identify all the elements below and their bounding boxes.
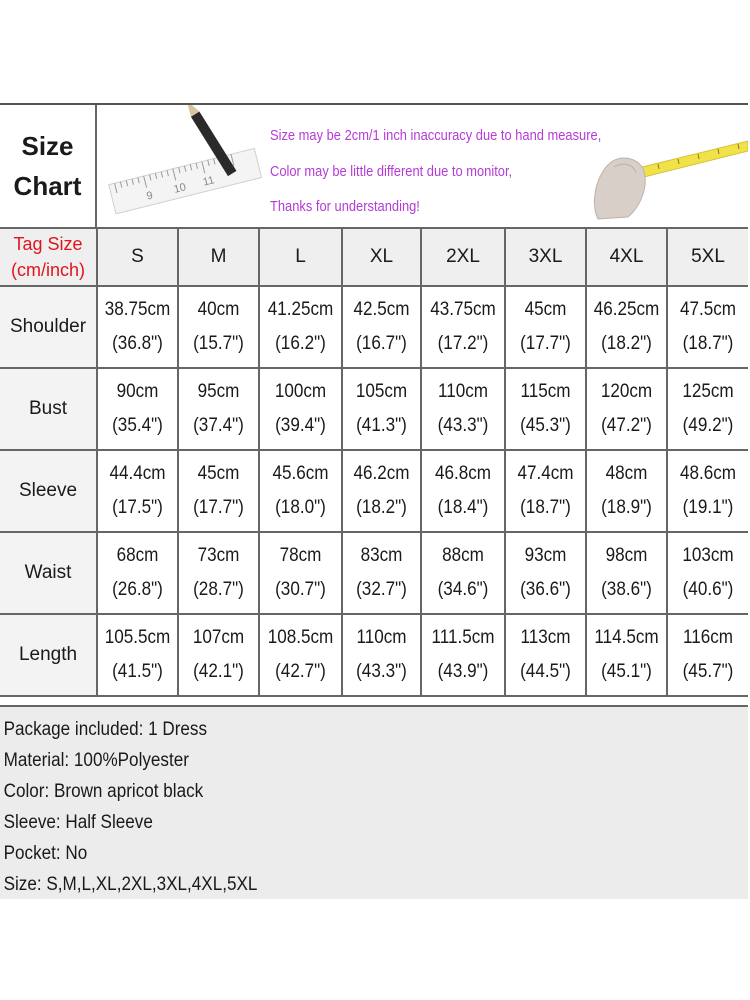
cm-value: 103cm — [682, 545, 734, 566]
cm-value: 45cm — [197, 463, 240, 484]
cm-value: 41.25cm — [267, 299, 334, 320]
inch-value: (44.5") — [520, 661, 571, 682]
cm-value: 125cm — [682, 381, 734, 402]
inch-value: (17.2") — [437, 333, 489, 354]
size-table — [0, 227, 748, 697]
measurement-cell — [97, 450, 178, 532]
measurement-cell — [178, 532, 259, 614]
note-accuracy: Size may be 2cm/1 inch inaccuracy due to hand measure, — [270, 127, 602, 144]
inch-value: (36.6") — [520, 579, 571, 600]
measurement-cell — [505, 368, 586, 450]
measurement-cell — [342, 614, 421, 696]
inch-value: (43.3") — [437, 415, 489, 436]
inch-value: (40.6") — [682, 579, 734, 600]
measurement-cell — [505, 450, 586, 532]
tag-size-line-1: Tag Size — [13, 234, 83, 254]
cm-value: 46.2cm — [353, 463, 410, 484]
measurement-rows — [0, 286, 748, 696]
measurement-cell — [178, 368, 259, 450]
measurement-banner — [97, 105, 748, 227]
cm-value: 110cm — [437, 381, 489, 402]
measurement-cell — [421, 614, 505, 696]
measurement-cell — [342, 450, 421, 532]
detail-sizes: Size: S,M,L,XL,2XL,3XL,4XL,5XL — [3, 874, 258, 895]
inch-value: (49.2") — [682, 415, 734, 436]
ruler-mark-10: 10 — [172, 181, 188, 196]
table-row — [0, 368, 748, 450]
tag-size-line-2: (cm/inch) — [10, 260, 85, 280]
detail-color: Color: Brown apricot black — [3, 781, 204, 802]
measurement-cell — [586, 614, 667, 696]
title-line-2: Chart — [13, 171, 82, 201]
inch-value: (43.3") — [356, 661, 407, 682]
row-label: Sleeve — [0, 450, 97, 532]
measurement-cell — [97, 286, 178, 368]
inch-value: (18.4") — [437, 497, 489, 518]
size-header-m: M — [178, 228, 259, 286]
detail-material: Material: 100%Polyester — [3, 750, 189, 771]
measurement-cell — [178, 614, 259, 696]
measurement-cell — [586, 450, 667, 532]
inch-value: (47.2") — [601, 415, 652, 436]
inch-value: (17.7") — [520, 333, 571, 354]
cm-value: 46.8cm — [434, 463, 492, 484]
hand-tape-illustration — [588, 113, 748, 223]
measurement-cell — [586, 286, 667, 368]
cm-value: 42.5cm — [353, 299, 410, 320]
inch-value: (18.2") — [601, 333, 652, 354]
measurement-cell — [667, 450, 748, 532]
detail-pocket: Pocket: No — [3, 843, 88, 864]
cm-value: 83cm — [360, 545, 403, 566]
cm-value: 98cm — [605, 545, 648, 566]
size-header-xl: XL — [342, 228, 421, 286]
cm-value: 47.5cm — [679, 299, 737, 320]
detail-package: Package included: 1 Dress — [3, 719, 208, 740]
cm-value: 90cm — [116, 381, 159, 402]
size-header-row — [0, 228, 748, 286]
measurement-cell — [667, 532, 748, 614]
size-chart-panel — [0, 103, 748, 899]
inch-value: (19.1") — [682, 497, 734, 518]
inch-value: (38.6") — [601, 579, 652, 600]
inch-value: (37.4") — [193, 415, 244, 436]
measurement-cell — [259, 286, 342, 368]
cm-value: 45cm — [524, 299, 567, 320]
inch-value: (18.9") — [601, 497, 652, 518]
note-thanks: Thanks for understanding! — [270, 198, 420, 215]
cm-value: 43.75cm — [430, 299, 496, 320]
measurement-cell — [505, 532, 586, 614]
measurement-cell — [421, 532, 505, 614]
cm-value: 115cm — [520, 381, 571, 402]
inch-value: (42.1") — [193, 661, 244, 682]
row-label: Length — [0, 614, 97, 696]
size-header-l: L — [259, 228, 342, 286]
measurement-cell — [259, 450, 342, 532]
cm-value: 108.5cm — [267, 627, 334, 648]
measurement-cell — [178, 450, 259, 532]
cm-value: 110cm — [356, 627, 407, 648]
inch-value: (18.2") — [356, 497, 407, 518]
measurement-cell — [421, 368, 505, 450]
ruler-mark-9: 9 — [145, 189, 155, 203]
measurement-cell — [178, 286, 259, 368]
measurement-cell — [667, 368, 748, 450]
tag-size-header — [0, 228, 97, 286]
cm-value: 46.25cm — [593, 299, 660, 320]
cm-value: 113cm — [520, 627, 571, 648]
measurement-cell — [97, 614, 178, 696]
note-color: Color may be little different due to monitor, — [270, 163, 513, 180]
inch-value: (17.5") — [112, 497, 163, 518]
size-header-4xl: 4XL — [586, 228, 667, 286]
inch-value: (43.9") — [437, 661, 489, 682]
row-label: Waist — [0, 532, 97, 614]
pencil-ruler-illustration — [97, 105, 267, 227]
cm-value: 88cm — [442, 545, 484, 566]
measurement-cell — [667, 286, 748, 368]
measurement-cell — [342, 286, 421, 368]
inch-value: (15.7") — [193, 333, 244, 354]
product-details — [0, 705, 748, 899]
inch-value: (17.7") — [193, 497, 244, 518]
cm-value: 111.5cm — [431, 627, 495, 648]
inch-value: (41.3") — [356, 415, 407, 436]
measurement-cell — [505, 614, 586, 696]
measurement-cell — [421, 286, 505, 368]
table-row — [0, 532, 748, 614]
cm-value: 116cm — [682, 627, 734, 648]
cm-value: 73cm — [197, 545, 240, 566]
inch-value: (18.7") — [682, 333, 734, 354]
inch-value: (45.1") — [601, 661, 652, 682]
size-header-s: S — [97, 228, 178, 286]
size-header-2xl: 2XL — [421, 228, 505, 286]
inch-value: (32.7") — [356, 579, 407, 600]
measurement-cell — [259, 614, 342, 696]
cm-value: 120cm — [600, 381, 653, 402]
cm-value: 48.6cm — [679, 463, 737, 484]
inch-value: (16.7") — [356, 333, 407, 354]
measurement-cell — [259, 532, 342, 614]
ruler-mark-11: 11 — [201, 174, 216, 189]
inch-value: (36.8") — [112, 333, 163, 354]
inch-value: (45.3") — [520, 415, 571, 436]
row-label: Shoulder — [0, 286, 97, 368]
inch-value: (30.7") — [275, 579, 326, 600]
inch-value: (18.7") — [520, 497, 571, 518]
measurement-cell — [97, 368, 178, 450]
inch-value: (16.2") — [275, 333, 326, 354]
measurement-cell — [421, 450, 505, 532]
table-row — [0, 450, 748, 532]
inch-value: (34.6") — [437, 579, 489, 600]
measurement-cell — [342, 532, 421, 614]
inch-value: (39.4") — [275, 415, 326, 436]
measurement-cell — [586, 368, 667, 450]
cm-value: 47.4cm — [517, 463, 574, 484]
title-line-1: Size — [21, 131, 74, 161]
cm-value: 95cm — [197, 381, 240, 402]
measurement-cell — [342, 368, 421, 450]
cm-value: 44.4cm — [109, 463, 166, 484]
cm-value: 40cm — [197, 299, 240, 320]
cm-value: 93cm — [524, 545, 567, 566]
inch-value: (42.7") — [275, 661, 326, 682]
measurement-cell — [505, 286, 586, 368]
measurement-cell — [667, 614, 748, 696]
cm-value: 78cm — [279, 545, 322, 566]
measurement-cell — [97, 532, 178, 614]
cm-value: 105.5cm — [104, 627, 171, 648]
size-header-5xl: 5XL — [667, 228, 748, 286]
inch-value: (28.7") — [193, 579, 244, 600]
cm-value: 105cm — [355, 381, 408, 402]
detail-sleeve: Sleeve: Half Sleeve — [3, 812, 153, 833]
cm-value: 45.6cm — [272, 463, 329, 484]
inch-value: (41.5") — [112, 661, 163, 682]
inch-value: (35.4") — [112, 415, 163, 436]
inch-value: (18.0") — [275, 497, 326, 518]
cm-value: 48cm — [605, 463, 648, 484]
cm-value: 107cm — [192, 627, 245, 648]
cm-value: 114.5cm — [594, 627, 659, 648]
size-chart-title — [0, 105, 97, 227]
measurement-cell — [259, 368, 342, 450]
cm-value: 68cm — [116, 545, 159, 566]
measurement-cell — [586, 532, 667, 614]
table-row — [0, 614, 748, 696]
row-label: Bust — [0, 368, 97, 450]
size-header-3xl: 3XL — [505, 228, 586, 286]
table-row — [0, 286, 748, 368]
inch-value: (26.8") — [112, 579, 163, 600]
inch-value: (45.7") — [682, 661, 734, 682]
cm-value: 100cm — [274, 381, 327, 402]
cm-value: 38.75cm — [104, 299, 171, 320]
